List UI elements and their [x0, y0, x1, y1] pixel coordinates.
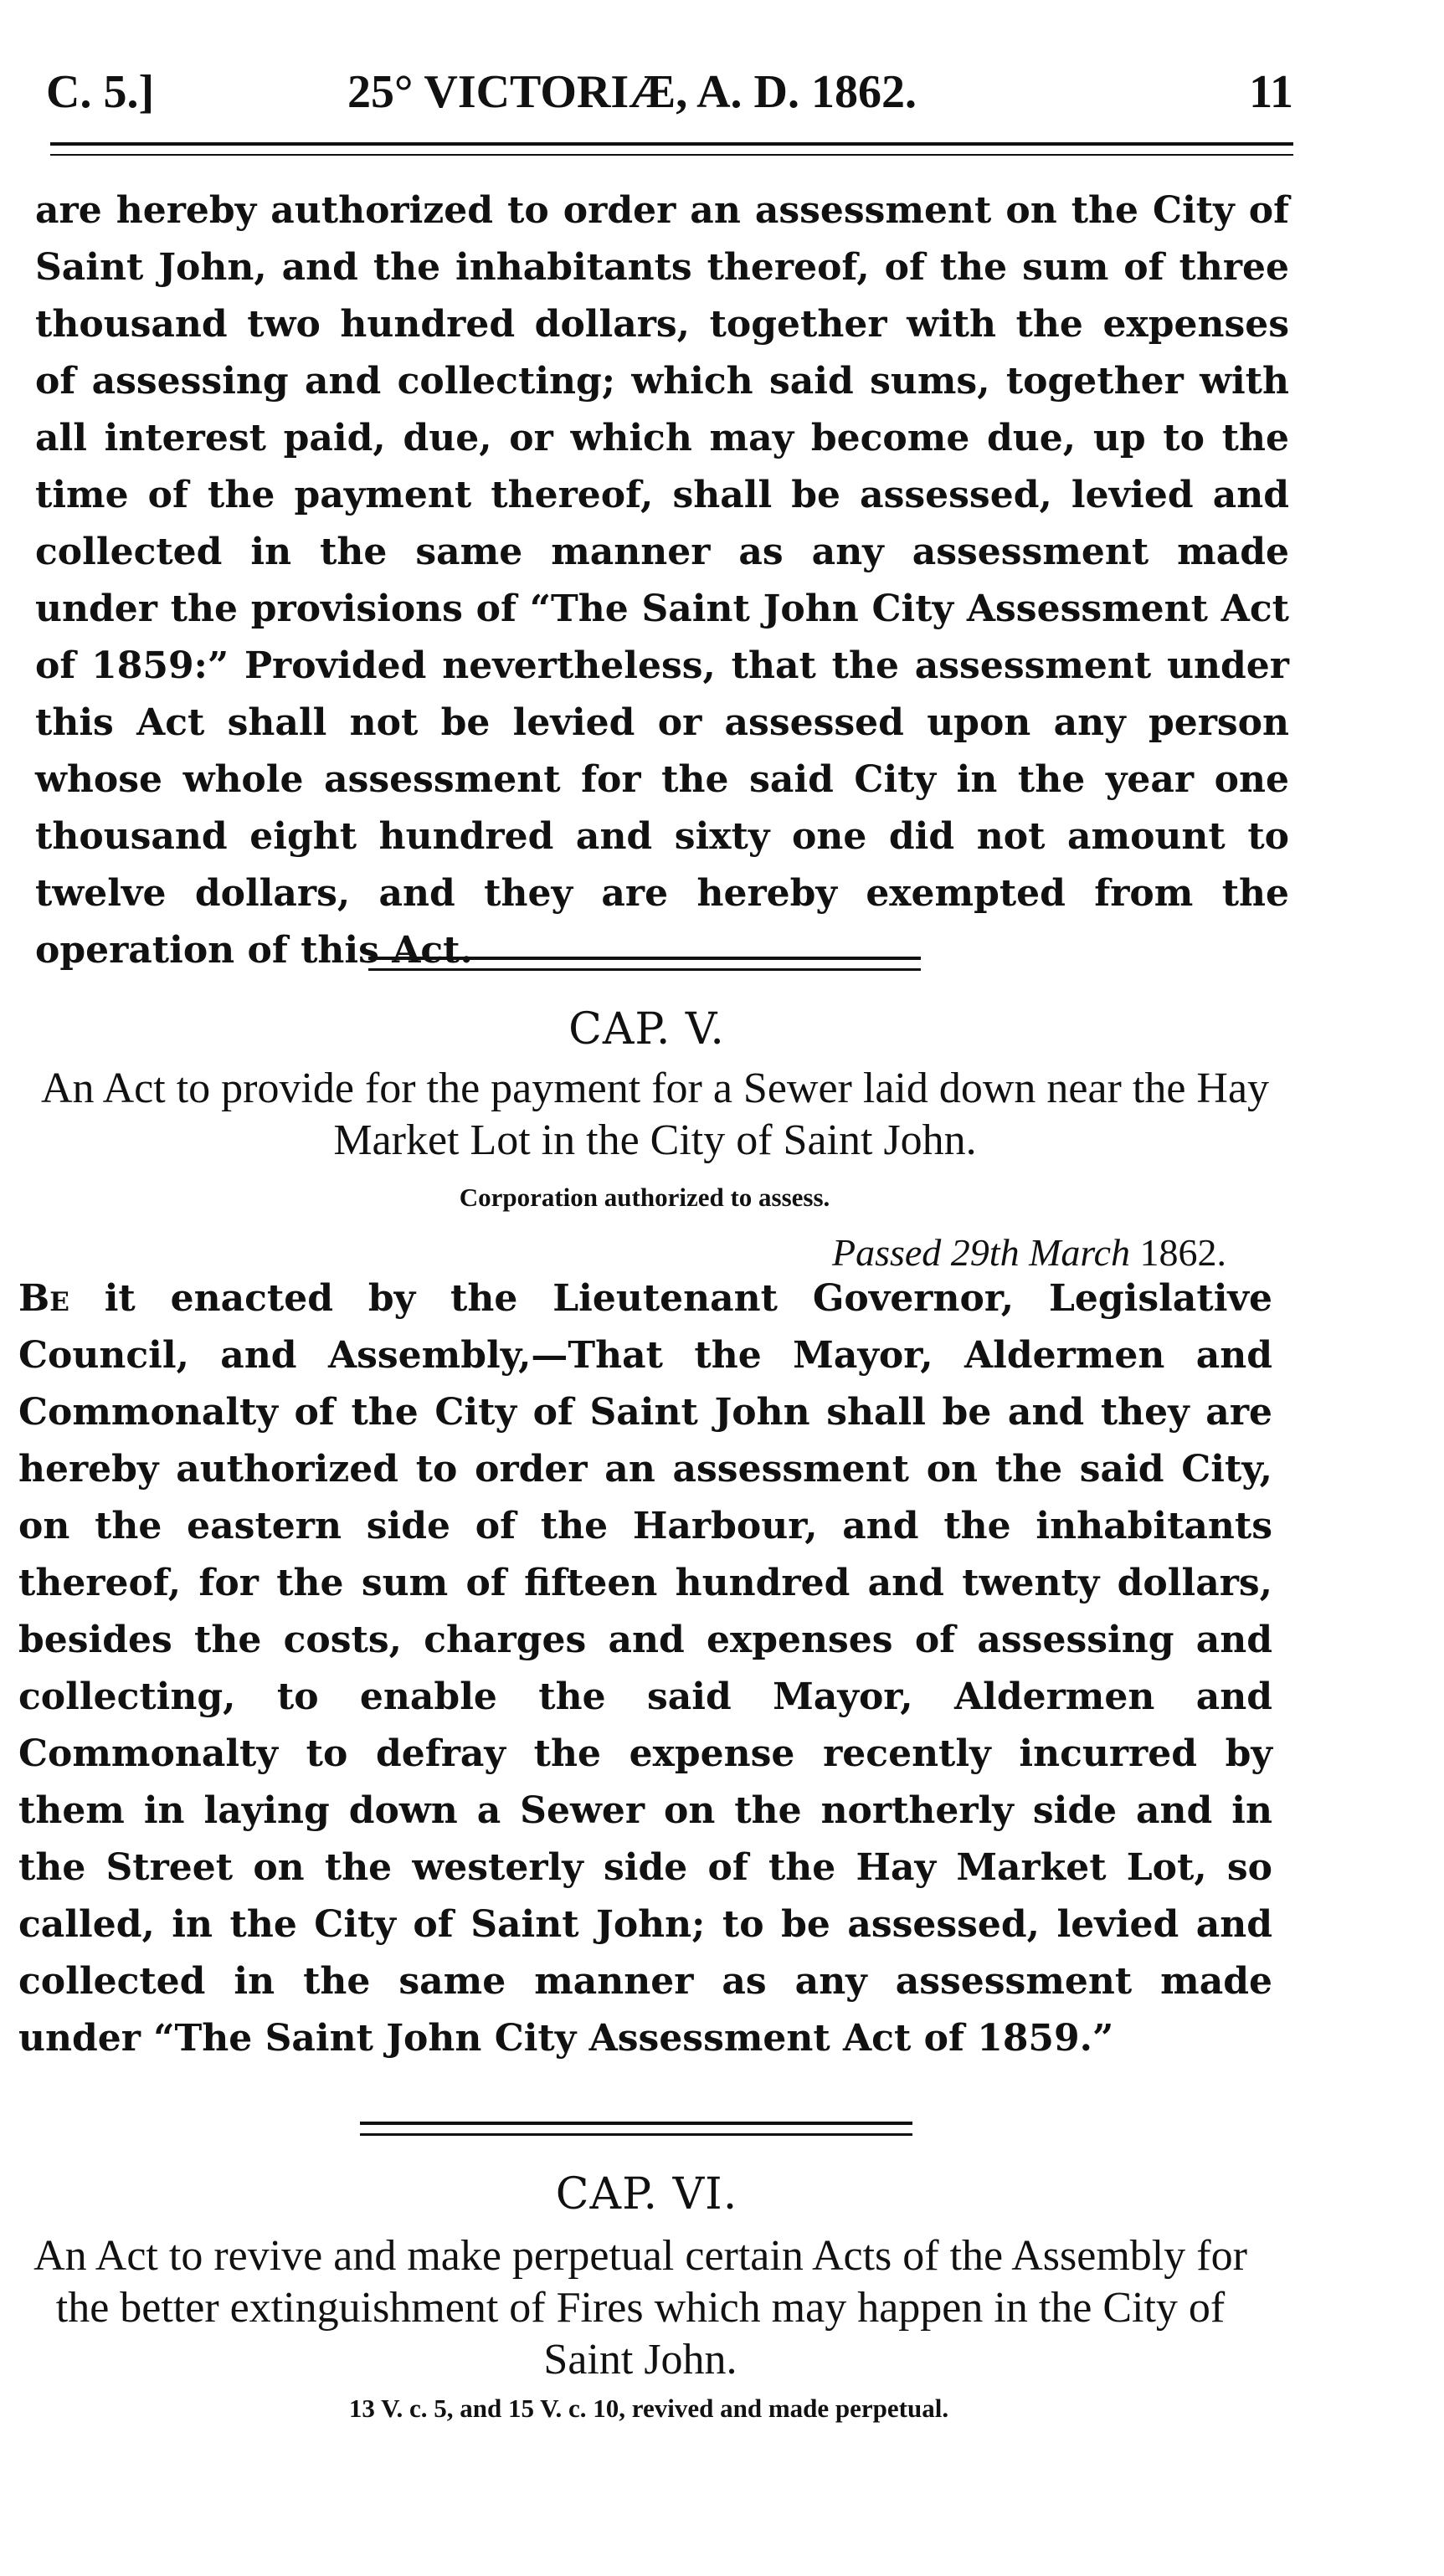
cap5-body: [18, 1270, 1272, 2067]
cap6-title: An Act to revive and make perpetual certain Acts of the Assembly for the better extinguishment of Fires which may happen in the City of Saint John.: [33, 2232, 1247, 2384]
running-header: [46, 65, 1293, 132]
cap5-passed-date: [832, 1230, 1226, 1275]
cap5-marginal-note: Corporation authorized to assess.: [459, 1183, 830, 1212]
header-rule: [50, 142, 1293, 156]
passed-year: 1862.: [1139, 1231, 1226, 1274]
passed-label: Passed 29th March: [831, 1231, 1130, 1274]
cap5-title: An Act to provide for the payment for a Sewer laid down near the Hay Market Lot in the City of Saint John.: [40, 1065, 1270, 1164]
section-divider: [360, 2122, 912, 2136]
page-number: 11: [1249, 66, 1293, 118]
continued-section-text: are hereby authorized to order an assessment on the City of Saint John, and the inhabitants thereof, of the sum of three thousand two hundred dollars, together with the expenses of assessing and collecting; which said sums, together with all interest paid, due, or which may become due, up to the time of the payment thereof, shall be assessed, levied and collected in the same manner as any assessment made under the provisions of “The Saint John City Assessment Act of 1859:” Provided nevertheless, that the assessment under this Act shall not be levied or assessed upon any person whose whole assessment for the said City in the year one thousand eight hundred and sixty one did not amount to twelve dollars, and they are hereby exempted from the operation of this Act.: [35, 189, 1289, 972]
section-divider: [368, 957, 921, 971]
enacting-words: Be: [18, 1277, 69, 1320]
cap5-body-text: it enacted by the Lieutenant Governor, Legislative Council, and Assembly,—That the Mayor, Aldermen and Commonalty of the City of Saint John shall be and they are hereby authorized to order an assessment on the said City, on the eastern side of the Harbour, and the inhabitants thereof, for the sum of fifteen hundred and twenty dollars, besides the costs, charges and expenses of assessing and collecting, to enable the said Mayor, Aldermen and Commonalty to defray the expense recently incurred by them in laying down a Sewer on the northerly side and in the Street on the westerly side of the Hay Market Lot, so called, in the City of Saint John; to be assessed, levied and collected in the same manner as any assessment made under “The Saint John City Assessment Act of 1859.”: [18, 1277, 1272, 2060]
header-title: 25° VICTORIÆ, A. D. 1862.: [347, 66, 917, 118]
chapter-reference: C. 5.]: [46, 66, 155, 118]
cap6-marginal-note: 13 V. c. 5, and 15 V. c. 10, revived and made perpetual.: [348, 2394, 949, 2423]
cap5-heading: CAP. V.: [568, 1004, 725, 1055]
cap6-heading: CAP. VI.: [555, 2169, 738, 2219]
